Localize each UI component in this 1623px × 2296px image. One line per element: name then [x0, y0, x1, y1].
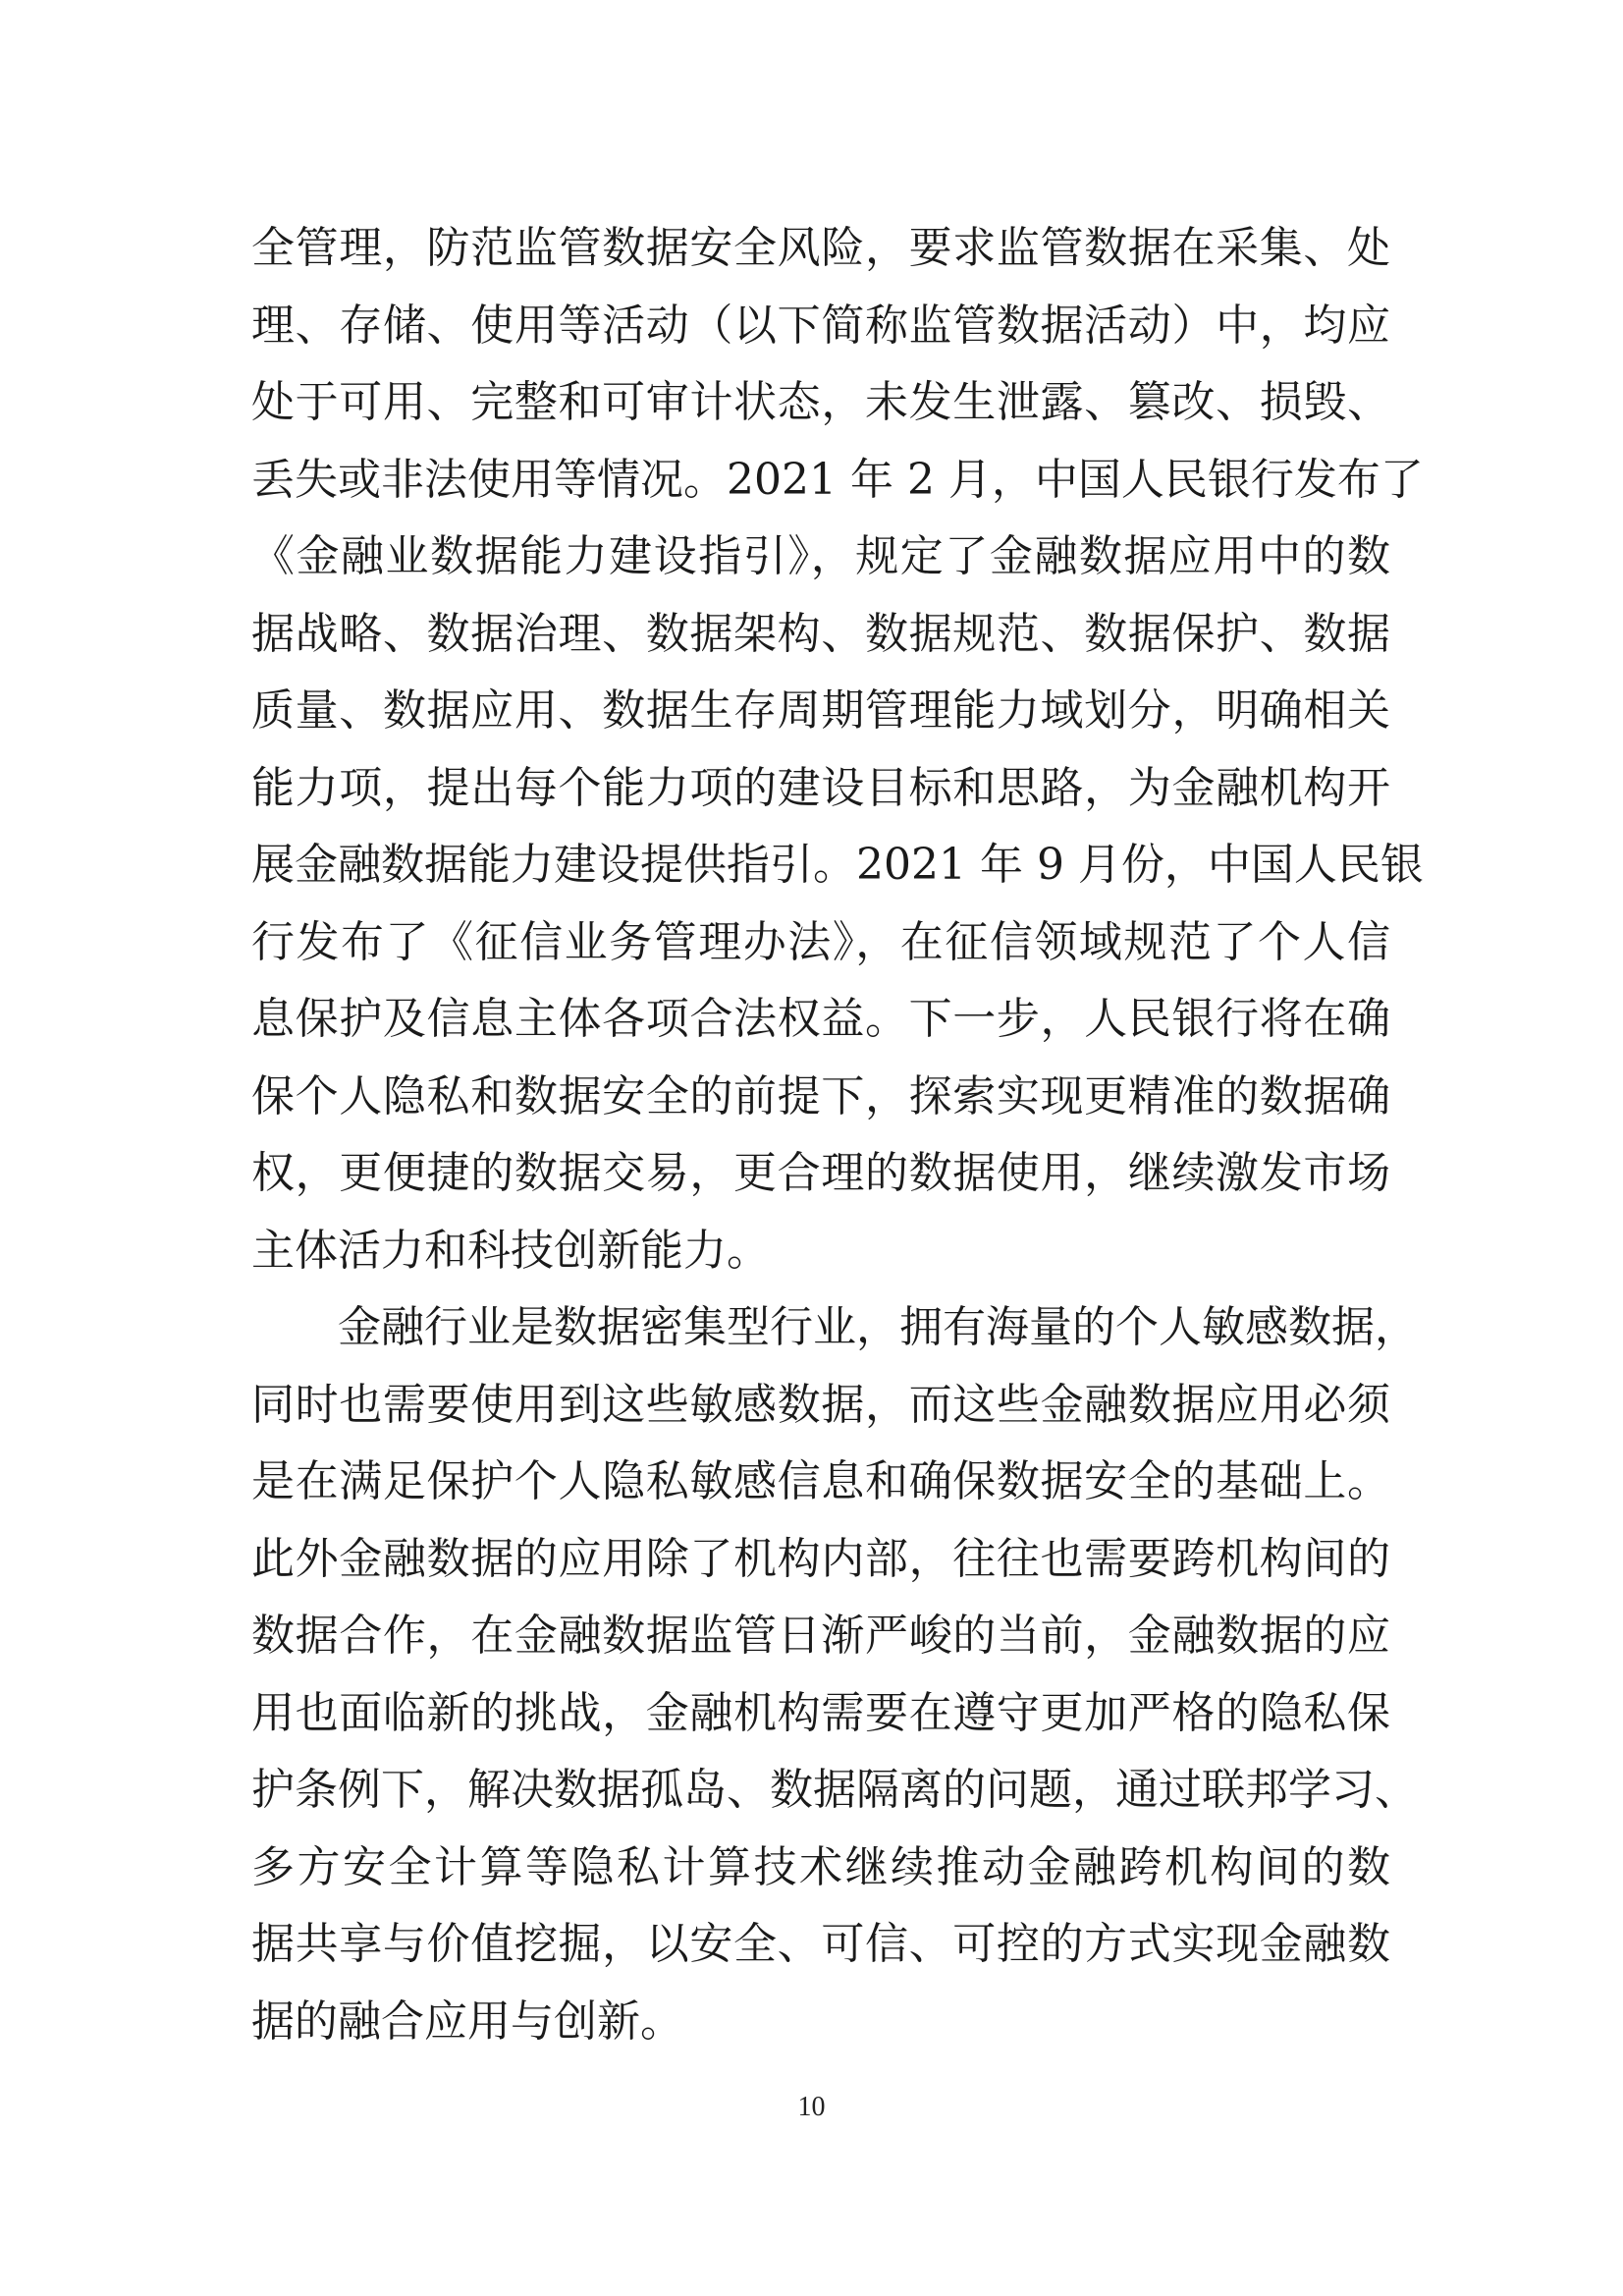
text-line: 主体活力和科技创新能力。: [251, 1225, 770, 1276]
text-line: 全管理，防范监管数据安全风险，要求监管数据在采集、处: [251, 223, 1390, 273]
text-line: 能力项，提出每个能力项的建设目标和思路，为金融机构开: [251, 762, 1390, 813]
text-line: 据共享与价值挖掘，以安全、可信、可控的方式实现金融数: [251, 1919, 1390, 1969]
paragraph-1: [251, 210, 1424, 1289]
text-line: 质量、数据应用、数据生存周期管理能力域划分，明确相关: [251, 685, 1390, 736]
text-line: 展金融数据能力建设提供指引。2021 年 9 月份，中国人民银: [251, 840, 1424, 890]
text-line: 是在满足保护个人隐私敏感信息和确保数据安全的基础上。: [251, 1456, 1390, 1506]
text-line: 据战略、数据治理、数据架构、数据规范、数据保护、数据: [251, 608, 1390, 659]
text-line: 金融行业是数据密集型行业，拥有海量的个人敏感数据，: [338, 1302, 1418, 1352]
body-text: [251, 210, 1424, 2060]
text-line: 息保护及信息主体各项合法权益。下一步，人民银行将在确: [251, 994, 1390, 1044]
text-line: 权，更便捷的数据交易，更合理的数据使用，继续激发市场: [251, 1148, 1390, 1198]
text-line: 处于可用、完整和可审计状态，未发生泄露、篡改、损毁、: [251, 377, 1390, 427]
text-line: 理、存储、使用等活动（以下简称监管数据活动）中，均应: [251, 300, 1390, 351]
text-line: 多方安全计算等隐私计算技术继续推动金融跨机构间的数: [251, 1841, 1390, 1892]
text-line: 据的融合应用与创新。: [251, 1995, 683, 2047]
text-line: 保个人隐私和数据安全的前提下，探索实现更精准的数据确: [251, 1070, 1390, 1121]
text-line: 护条例下，解决数据孤岛、数据隔离的问题，通过联邦学习、: [251, 1765, 1418, 1815]
text-line: 行发布了《征信业务管理办法》，在征信领域规范了个人信: [251, 916, 1390, 967]
text-line: 《金融业数据能力建设指引》，规定了金融数据应用中的数: [251, 531, 1390, 581]
text-line: 用也面临新的挑战，金融机构需要在遵守更加严格的隐私保: [251, 1687, 1390, 1738]
text-line: 此外金融数据的应用除了机构内部，往往也需要跨机构间的: [251, 1533, 1390, 1584]
text-line: 同时也需要使用到这些敏感数据，而这些金融数据应用必须: [251, 1379, 1390, 1430]
text-line: 数据合作，在金融数据监管日渐严峻的当前，金融数据的应: [251, 1611, 1390, 1661]
page-number: 10: [797, 2092, 826, 2122]
text-line: 丢失或非法使用等情况。2021 年 2 月，中国人民银行发布了: [251, 454, 1424, 505]
paragraph-2: [251, 1289, 1418, 2060]
